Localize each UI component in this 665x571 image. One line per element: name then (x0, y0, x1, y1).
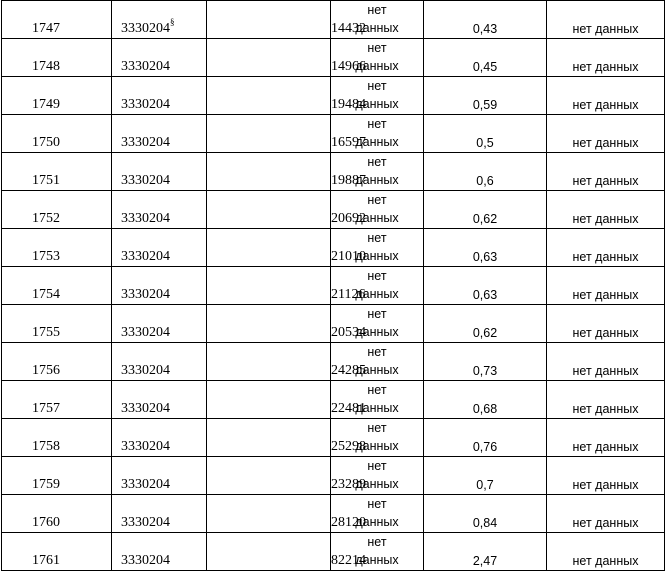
code-text: 3330204 (121, 97, 170, 112)
status-line-2: данных (355, 553, 399, 567)
cell-code (112, 267, 207, 305)
cell-note: нет данных (547, 533, 665, 571)
cell-code (112, 77, 207, 115)
cell-year: 1750 (2, 115, 112, 153)
cell-value: 0,43 (424, 1, 547, 39)
cell-year: 1748 (2, 39, 112, 77)
table-row (2, 229, 665, 267)
table-row (2, 1, 665, 39)
cell-year: 1754 (2, 267, 112, 305)
table-row (2, 153, 665, 191)
code-text: 3330204 (121, 477, 170, 492)
cell-year: 1753 (2, 229, 112, 267)
cell-value: 0,63 (424, 229, 547, 267)
cell-year: 1756 (2, 343, 112, 381)
status-line-1: нет (367, 3, 387, 17)
cell-year: 1752 (2, 191, 112, 229)
code-text: 3330204 (121, 173, 170, 188)
status-line-1: нет (367, 345, 387, 359)
status-line-2: данных (355, 515, 399, 529)
cell-value: 0,76 (424, 419, 547, 457)
code-text: 3330204 (121, 59, 170, 74)
status-line-1: нет (367, 231, 387, 245)
code-text: 3330204 (121, 363, 170, 378)
cell-note: нет данных (547, 457, 665, 495)
cell-number: 24285 (207, 343, 331, 381)
data-table (1, 0, 665, 571)
cell-number: 20692 (207, 191, 331, 229)
cell-number: 28120 (207, 495, 331, 533)
status-line-1: нет (367, 459, 387, 473)
cell-number: 14432 (207, 1, 331, 39)
table-row (2, 533, 665, 571)
status-line-2: данных (355, 325, 399, 339)
cell-value: 2,47 (424, 533, 547, 571)
cell-value: 0,73 (424, 343, 547, 381)
cell-code (112, 381, 207, 419)
cell-note: нет данных (547, 381, 665, 419)
cell-number: 21010 (207, 229, 331, 267)
status-line-1: нет (367, 383, 387, 397)
code-text: 3330204 (121, 287, 170, 302)
cell-note: нет данных (547, 1, 665, 39)
cell-note: нет данных (547, 191, 665, 229)
cell-year: 1747 (2, 1, 112, 39)
status-line-1: нет (367, 497, 387, 511)
cell-number: 19887 (207, 153, 331, 191)
cell-value: 0,62 (424, 191, 547, 229)
cell-note: нет данных (547, 305, 665, 343)
cell-year: 1751 (2, 153, 112, 191)
cell-value: 0,7 (424, 457, 547, 495)
cell-value: 0,6 (424, 153, 547, 191)
cell-number: 25298 (207, 419, 331, 457)
status-line-2: данных (355, 21, 399, 35)
cell-value: 0,68 (424, 381, 547, 419)
cell-note: нет данных (547, 39, 665, 77)
code-text: 3330204 (121, 515, 170, 530)
cell-number: 21126 (207, 267, 331, 305)
cell-code (112, 533, 207, 571)
cell-note: нет данных (547, 267, 665, 305)
table-row (2, 419, 665, 457)
cell-value: 0,62 (424, 305, 547, 343)
cell-number: 14966 (207, 39, 331, 77)
cell-code (112, 343, 207, 381)
status-line-2: данных (355, 211, 399, 225)
cell-code (112, 153, 207, 191)
table-row (2, 305, 665, 343)
cell-code (112, 39, 207, 77)
data-table-container (1, 0, 665, 571)
cell-code (112, 419, 207, 457)
cell-year: 1757 (2, 381, 112, 419)
cell-note: нет данных (547, 343, 665, 381)
table-row (2, 191, 665, 229)
cell-code (112, 305, 207, 343)
status-line-2: данных (355, 477, 399, 491)
table-row (2, 495, 665, 533)
code-text: 3330204 (121, 135, 170, 150)
cell-note: нет данных (547, 495, 665, 533)
code-text: 3330204 (121, 553, 170, 568)
cell-year: 1761 (2, 533, 112, 571)
status-line-2: данных (355, 173, 399, 187)
cell-value: 0,63 (424, 267, 547, 305)
cell-year: 1760 (2, 495, 112, 533)
code-text: 3330204 (121, 21, 170, 36)
cell-note: нет данных (547, 77, 665, 115)
table-row (2, 267, 665, 305)
status-line-1: нет (367, 155, 387, 169)
status-line-1: нет (367, 193, 387, 207)
status-line-2: данных (355, 249, 399, 263)
status-line-1: нет (367, 117, 387, 131)
table-row (2, 381, 665, 419)
status-line-2: данных (355, 287, 399, 301)
table-row (2, 77, 665, 115)
cell-code (112, 457, 207, 495)
status-line-1: нет (367, 421, 387, 435)
cell-value: 0,5 (424, 115, 547, 153)
status-line-1: нет (367, 79, 387, 93)
status-line-2: данных (355, 439, 399, 453)
status-line-2: данных (355, 59, 399, 73)
cell-number: 20534 (207, 305, 331, 343)
table-row (2, 343, 665, 381)
cell-year: 1749 (2, 77, 112, 115)
cell-year: 1755 (2, 305, 112, 343)
table-row (2, 115, 665, 153)
cell-value: 0,84 (424, 495, 547, 533)
cell-code (112, 191, 207, 229)
cell-value: 0,59 (424, 77, 547, 115)
status-line-1: нет (367, 41, 387, 55)
cell-code (112, 229, 207, 267)
cell-number: 22481 (207, 381, 331, 419)
cell-number: 23289 (207, 457, 331, 495)
footnote-mark: § (170, 17, 175, 28)
cell-note: нет данных (547, 229, 665, 267)
status-line-2: данных (355, 401, 399, 415)
cell-code (112, 495, 207, 533)
cell-number: 19484 (207, 77, 331, 115)
table-row (2, 39, 665, 77)
code-text: 3330204 (121, 325, 170, 340)
status-line-2: данных (355, 135, 399, 149)
status-line-1: нет (367, 535, 387, 549)
status-line-1: нет (367, 269, 387, 283)
status-line-1: нет (367, 307, 387, 321)
status-line-2: данных (355, 97, 399, 111)
code-text: 3330204 (121, 439, 170, 454)
status-line-2: данных (355, 363, 399, 377)
code-text: 3330204 (121, 401, 170, 416)
cell-note: нет данных (547, 153, 665, 191)
cell-value: 0,45 (424, 39, 547, 77)
cell-number: 82214 (207, 533, 331, 571)
cell-code (112, 1, 207, 39)
table-body (2, 1, 665, 571)
cell-note: нет данных (547, 115, 665, 153)
cell-year: 1759 (2, 457, 112, 495)
cell-number: 16597 (207, 115, 331, 153)
table-row (2, 457, 665, 495)
code-text: 3330204 (121, 211, 170, 226)
cell-code (112, 115, 207, 153)
code-text: 3330204 (121, 249, 170, 264)
cell-year: 1758 (2, 419, 112, 457)
cell-note: нет данных (547, 419, 665, 457)
